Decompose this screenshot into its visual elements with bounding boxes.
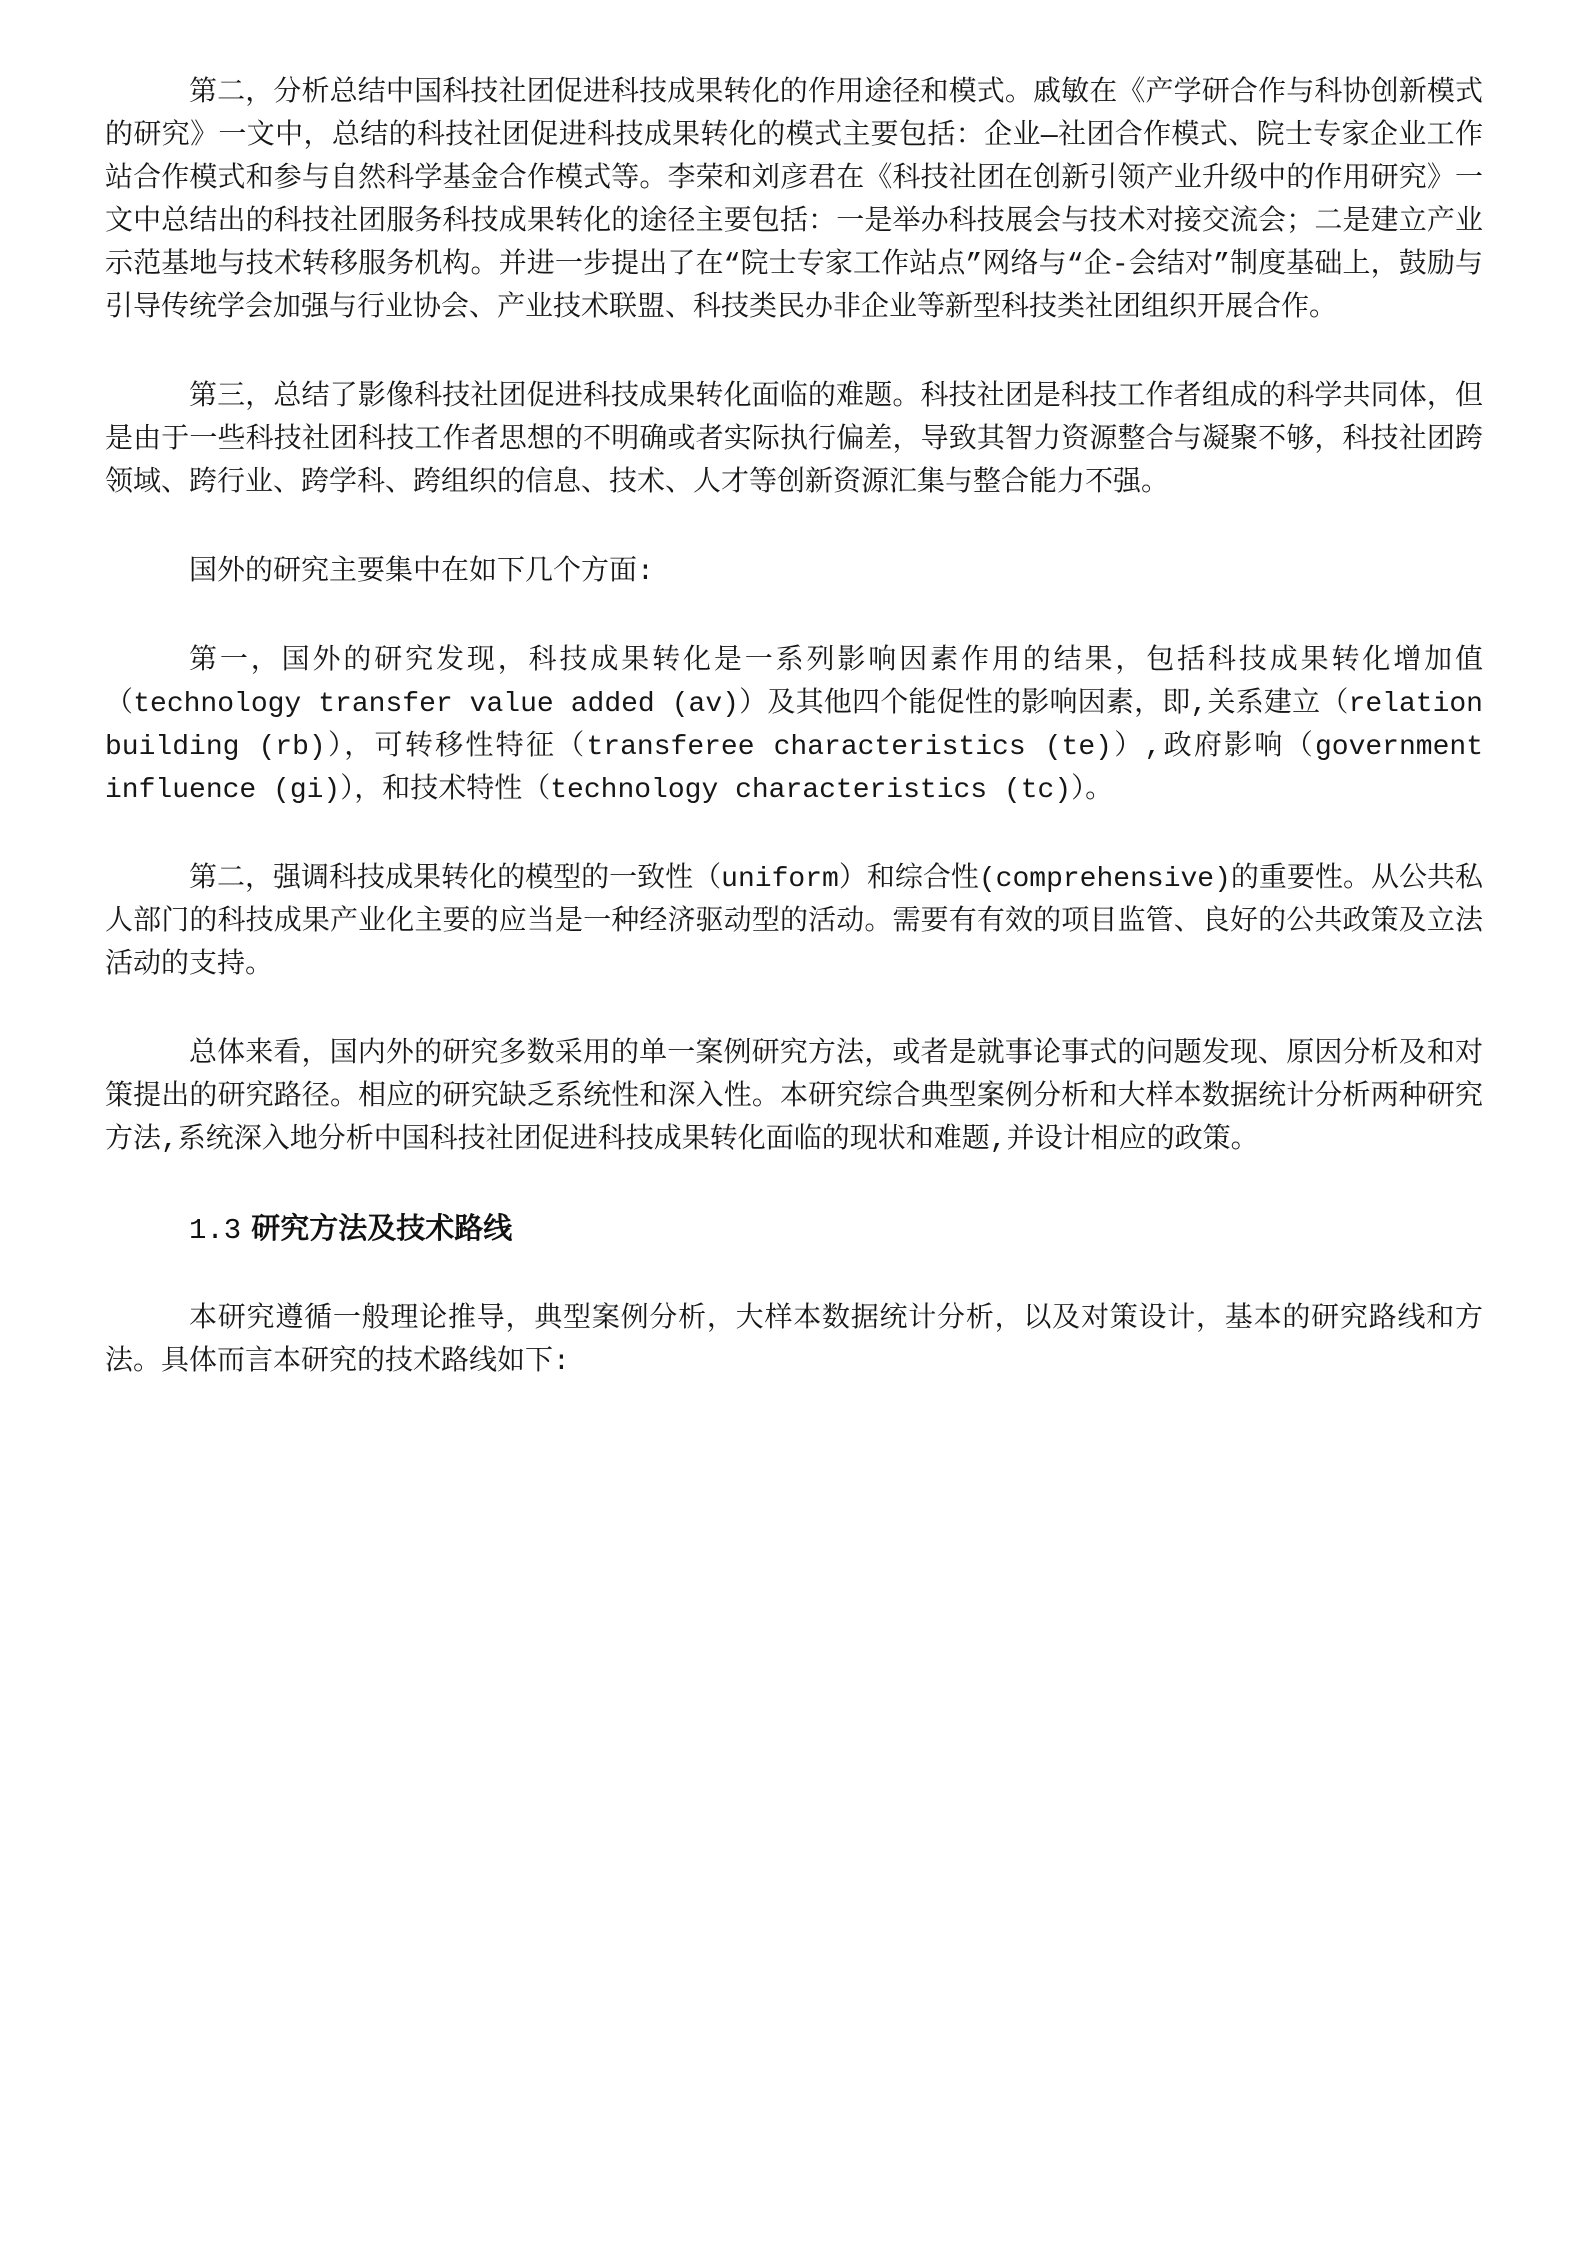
section-title: 研究方法及技术路线 (251, 1213, 513, 1245)
paragraph-overall-summary: 总体来看，国内外的研究多数采用的单一案例研究方法，或者是就事论事式的问题发现、原因分析及和对策提出的研究路径。相应的研究缺乏系统性和深入性。本研究综合典型案例分析和大样本数据统计分析两种研究方法,系统深入地分析中国科技社团促进科技成果转化面临的现状和难题,并设计相应的政策。 (105, 1039, 1483, 1156)
paragraph-modes-of-transfer: 第二，分析总结中国科技社团促进科技成果转化的作用途径和模式。戚敏在《产学研合作与科协创新模式的研究》一文中，总结的科技社团促进科技成果转化的模式主要包括：企业—社团合作模式、院士专家企业工作站合作模式和参与自然科学基金合作模式等。李荣和刘彦君在《科技社团在创新引领产业升级中的作用研究》一文中总结出的科技社团服务科技成果转化的途径主要包括：一是举办科技展会与技术对接交流会；二是建立产业示范基地与技术转移服务机构。并进一步提出了在“院士专家工作站点”网络与“企-会结对”制度基础上，鼓励与引导传统学会加强与行业协会、产业技术联盟、科技类民办非企业等新型科技类社团组织开展合作。 (105, 78, 1483, 324)
paragraph-model-uniformity: 第二，强调科技成果转化的模型的一致性（uniform）和综合性(comprehensive)的重要性。从公共私人部门的科技成果产业化主要的应当是一种经济驱动型的活动。需要有有效的项目监管、良好的公共政策及立法活动的支持。 (105, 864, 1483, 981)
paragraph-difficulties: 第三，总结了影像科技社团促进科技成果转化面临的难题。科技社团是科技工作者组成的科学共同体，但是由于一些科技社团科技工作者思想的不明确或者实际执行偏差，导致其智力资源整合与凝聚不够，科技社团跨领域、跨行业、跨学科、跨组织的信息、技术、人才等创新资源汇集与整合能力不强。 (105, 382, 1483, 499)
paragraph-foreign-factors: 第一，国外的研究发现，科技成果转化是一系列影响因素作用的结果，包括科技成果转化增加值（technology transfer value added (av)）及其他四个能促性的影响因素，即,关系建立（relation building (rb)），可转移性特征（transferee characteristics (te)）,政府影响（government influence (gi)），和技术特性（technology characteristics (tc)）。 (105, 646, 1483, 806)
paragraph-research-route: 本研究遵循一般理论推导，典型案例分析，大样本数据统计分析，以及对策设计，基本的研究路线和方法。具体而言本研究的技术路线如下: (105, 1304, 1483, 1378)
section-heading (105, 1208, 1483, 1252)
paragraph-foreign-research-intro: 国外的研究主要集中在如下几个方面: (189, 557, 654, 588)
section-number: 1.3 (189, 1214, 242, 1247)
